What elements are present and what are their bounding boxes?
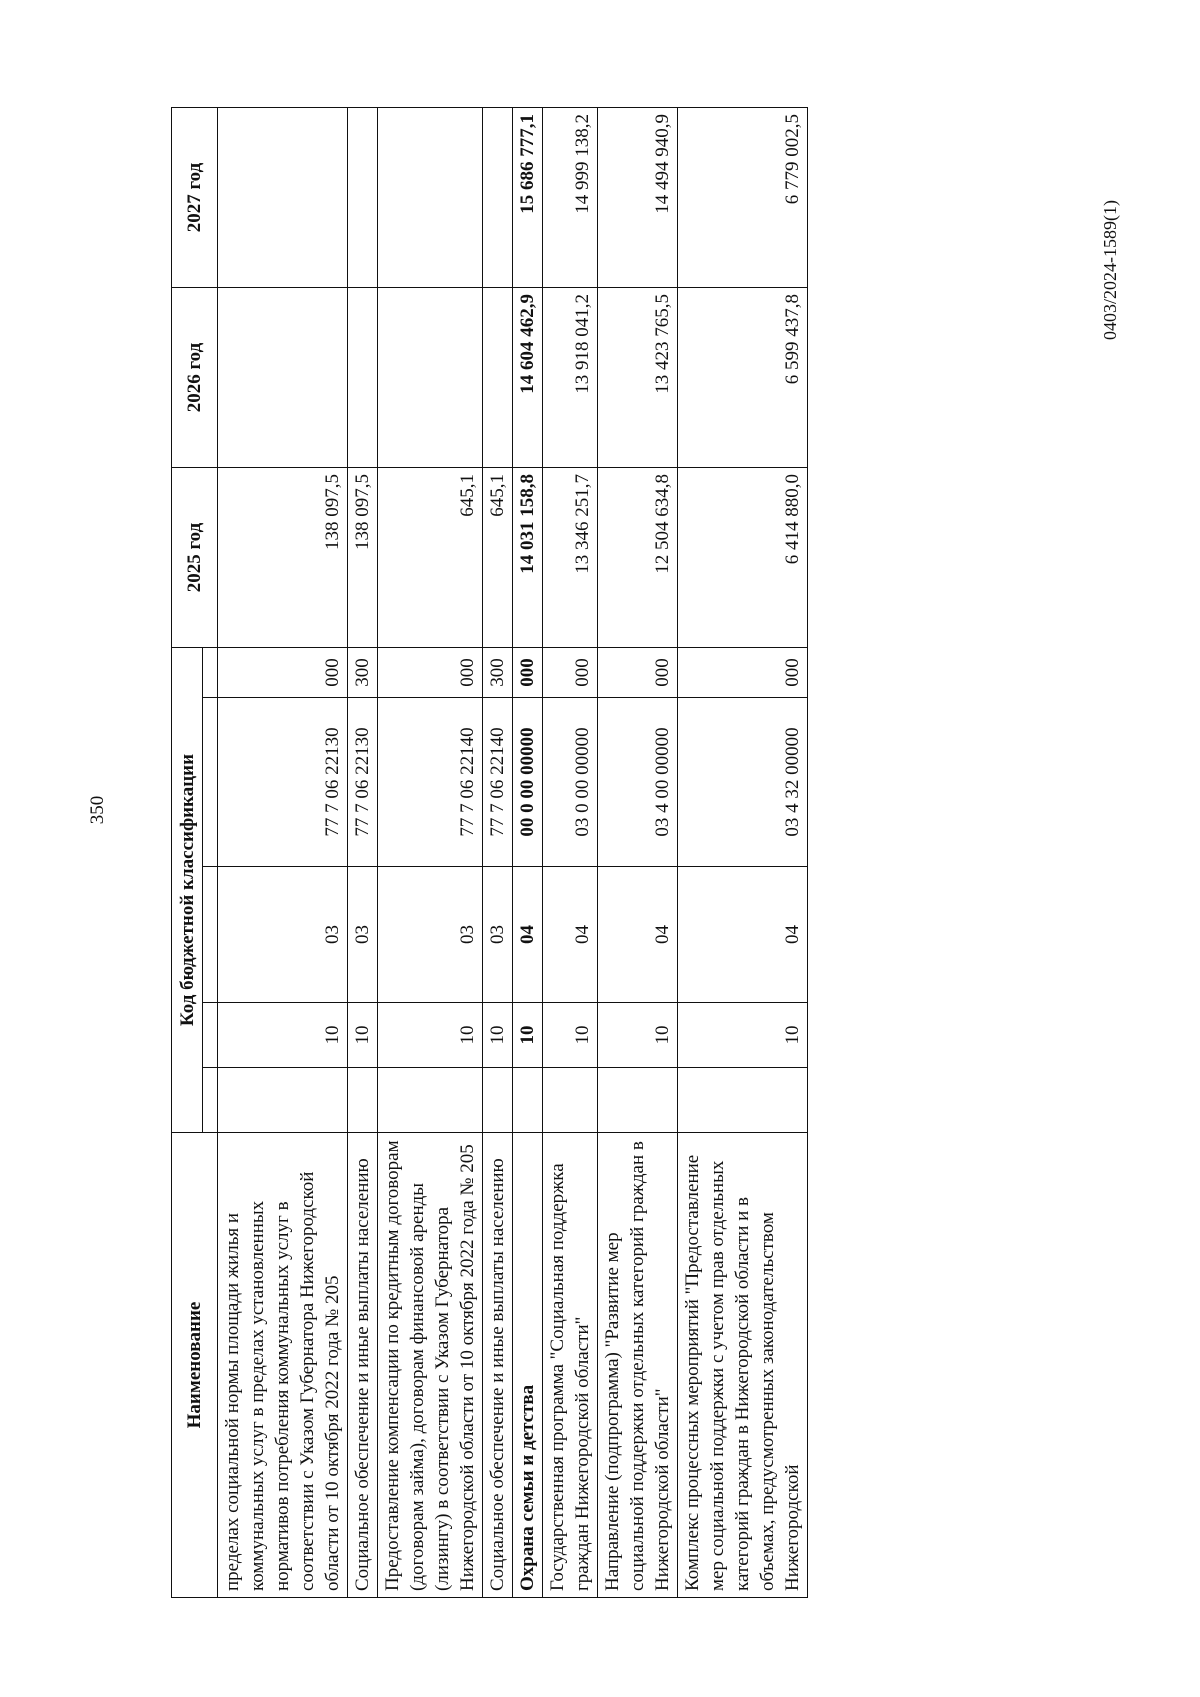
empty-cell — [513, 1068, 543, 1133]
expense-type-code: 300 — [483, 648, 513, 698]
table-row — [483, 108, 513, 1598]
empty-cell — [483, 1068, 513, 1133]
value-2026 — [483, 288, 513, 468]
value-2027: 14 999 138,2 — [543, 108, 598, 288]
value-2026 — [218, 288, 348, 468]
expense-type-code: 000 — [513, 648, 543, 698]
subsection-code: 03 — [483, 867, 513, 1003]
subheader-cell — [203, 648, 218, 698]
subsection-code: 04 — [678, 867, 808, 1003]
value-2026 — [348, 288, 378, 468]
table-row — [378, 108, 483, 1598]
section-code: 10 — [218, 1003, 348, 1068]
subheader-cell — [203, 1068, 218, 1133]
table-row-total — [513, 108, 543, 1598]
value-2026: 14 604 462,9 — [513, 288, 543, 468]
expense-type-code: 000 — [543, 648, 598, 698]
header-name: Наименование — [172, 1133, 218, 1598]
target-article-code: 03 4 32 00000 — [678, 698, 808, 867]
rotated-table-container — [171, 108, 931, 1598]
table-row — [543, 108, 598, 1598]
empty-cell — [678, 1068, 808, 1133]
section-code: 10 — [348, 1003, 378, 1068]
value-2025: 14 031 158,8 — [513, 468, 543, 648]
target-article-code: 03 0 00 00000 — [543, 698, 598, 867]
target-article-code: 77 7 06 22140 — [483, 698, 513, 867]
section-code: 10 — [543, 1003, 598, 1068]
expense-type-code: 000 — [598, 648, 678, 698]
value-2027: 14 494 940,9 — [598, 108, 678, 288]
value-2025: 6 414 880,0 — [678, 468, 808, 648]
row-name: Комплекс процессных мероприятий "Предоставление мер социальной поддержки с учетом прав отдельных категорий граждан в Нижегородской области и в объемах, предусмотренных законодательством Нижегородской — [678, 1133, 808, 1598]
subheader-cell — [203, 867, 218, 1003]
subsection-code: 03 — [378, 867, 483, 1003]
row-name: Социальное обеспечение и иные выплаты населению — [348, 1133, 378, 1598]
header-budget-code: Код бюджетной классификации — [172, 648, 203, 1133]
value-2027 — [378, 108, 483, 288]
document-code: 0403/2024-1589(1) — [1100, 200, 1120, 340]
subsection-code: 04 — [513, 867, 543, 1003]
header-2027: 2027 год — [172, 108, 218, 288]
value-2025: 138 097,5 — [218, 468, 348, 648]
target-article-code: 77 7 06 22130 — [348, 698, 378, 867]
row-name: Социальное обеспечение и иные выплаты населению — [483, 1133, 513, 1598]
empty-cell — [218, 1068, 348, 1133]
subheader-cell — [203, 698, 218, 867]
empty-cell — [348, 1068, 378, 1133]
value-2026: 13 918 041,2 — [543, 288, 598, 468]
value-2026: 13 423 765,5 — [598, 288, 678, 468]
subsection-code: 04 — [598, 867, 678, 1003]
value-2025: 13 346 251,7 — [543, 468, 598, 648]
section-code: 10 — [513, 1003, 543, 1068]
page-number: 350 — [87, 795, 108, 825]
row-name: Государственная программа "Социальная поддержка граждан Нижегородской области" — [543, 1133, 598, 1598]
budget-table — [171, 107, 808, 1598]
expense-type-code: 000 — [678, 648, 808, 698]
value-2027: 15 686 777,1 — [513, 108, 543, 288]
value-2027 — [483, 108, 513, 288]
value-2026: 6 599 437,8 — [678, 288, 808, 468]
row-name: Предоставление компенсации по кредитным договорам (договорам займа), договорам финансовой аренды (лизингу) в соответствии с Указом Губернатора Нижегородской области от 10 октября 2022 года № 205 — [378, 1133, 483, 1598]
expense-type-code: 300 — [348, 648, 378, 698]
header-2025: 2025 год — [172, 468, 218, 648]
table-row — [598, 108, 678, 1598]
subsection-code: 03 — [348, 867, 378, 1003]
value-2027 — [218, 108, 348, 288]
value-2025: 138 097,5 — [348, 468, 378, 648]
table-row — [218, 108, 348, 1598]
section-code: 10 — [378, 1003, 483, 1068]
value-2025: 645,1 — [378, 468, 483, 648]
row-name: пределах социальной нормы площади жилья и коммунальных услуг в пределах установленных нормативов потребления коммунальных услуг в соответствии с Указом Губернатора Нижегородской области от 10 октября 2022 года № 205 — [218, 1133, 348, 1598]
section-code: 10 — [483, 1003, 513, 1068]
row-name: Охрана семьи и детства — [513, 1133, 543, 1598]
header-2026: 2026 год — [172, 288, 218, 468]
target-article-code: 77 7 06 22140 — [378, 698, 483, 867]
value-2025: 645,1 — [483, 468, 513, 648]
section-code: 10 — [598, 1003, 678, 1068]
row-name: Направление (подпрограмма) "Развитие мер социальной поддержки отдельных категорий граждан в Нижегородской области" — [598, 1133, 678, 1598]
section-code: 10 — [678, 1003, 808, 1068]
value-2025: 12 504 634,8 — [598, 468, 678, 648]
expense-type-code: 000 — [378, 648, 483, 698]
target-article-code: 77 7 06 22130 — [218, 698, 348, 867]
value-2027 — [348, 108, 378, 288]
value-2027: 6 779 002,5 — [678, 108, 808, 288]
subsection-code: 04 — [543, 867, 598, 1003]
empty-cell — [378, 1068, 483, 1133]
expense-type-code: 000 — [218, 648, 348, 698]
empty-cell — [598, 1068, 678, 1133]
table-row — [348, 108, 378, 1598]
table-row — [678, 108, 808, 1598]
subsection-code: 03 — [218, 867, 348, 1003]
value-2026 — [378, 288, 483, 468]
target-article-code: 03 4 00 00000 — [598, 698, 678, 867]
empty-cell — [543, 1068, 598, 1133]
subheader-cell — [203, 1003, 218, 1068]
target-article-code: 00 0 00 00000 — [513, 698, 543, 867]
